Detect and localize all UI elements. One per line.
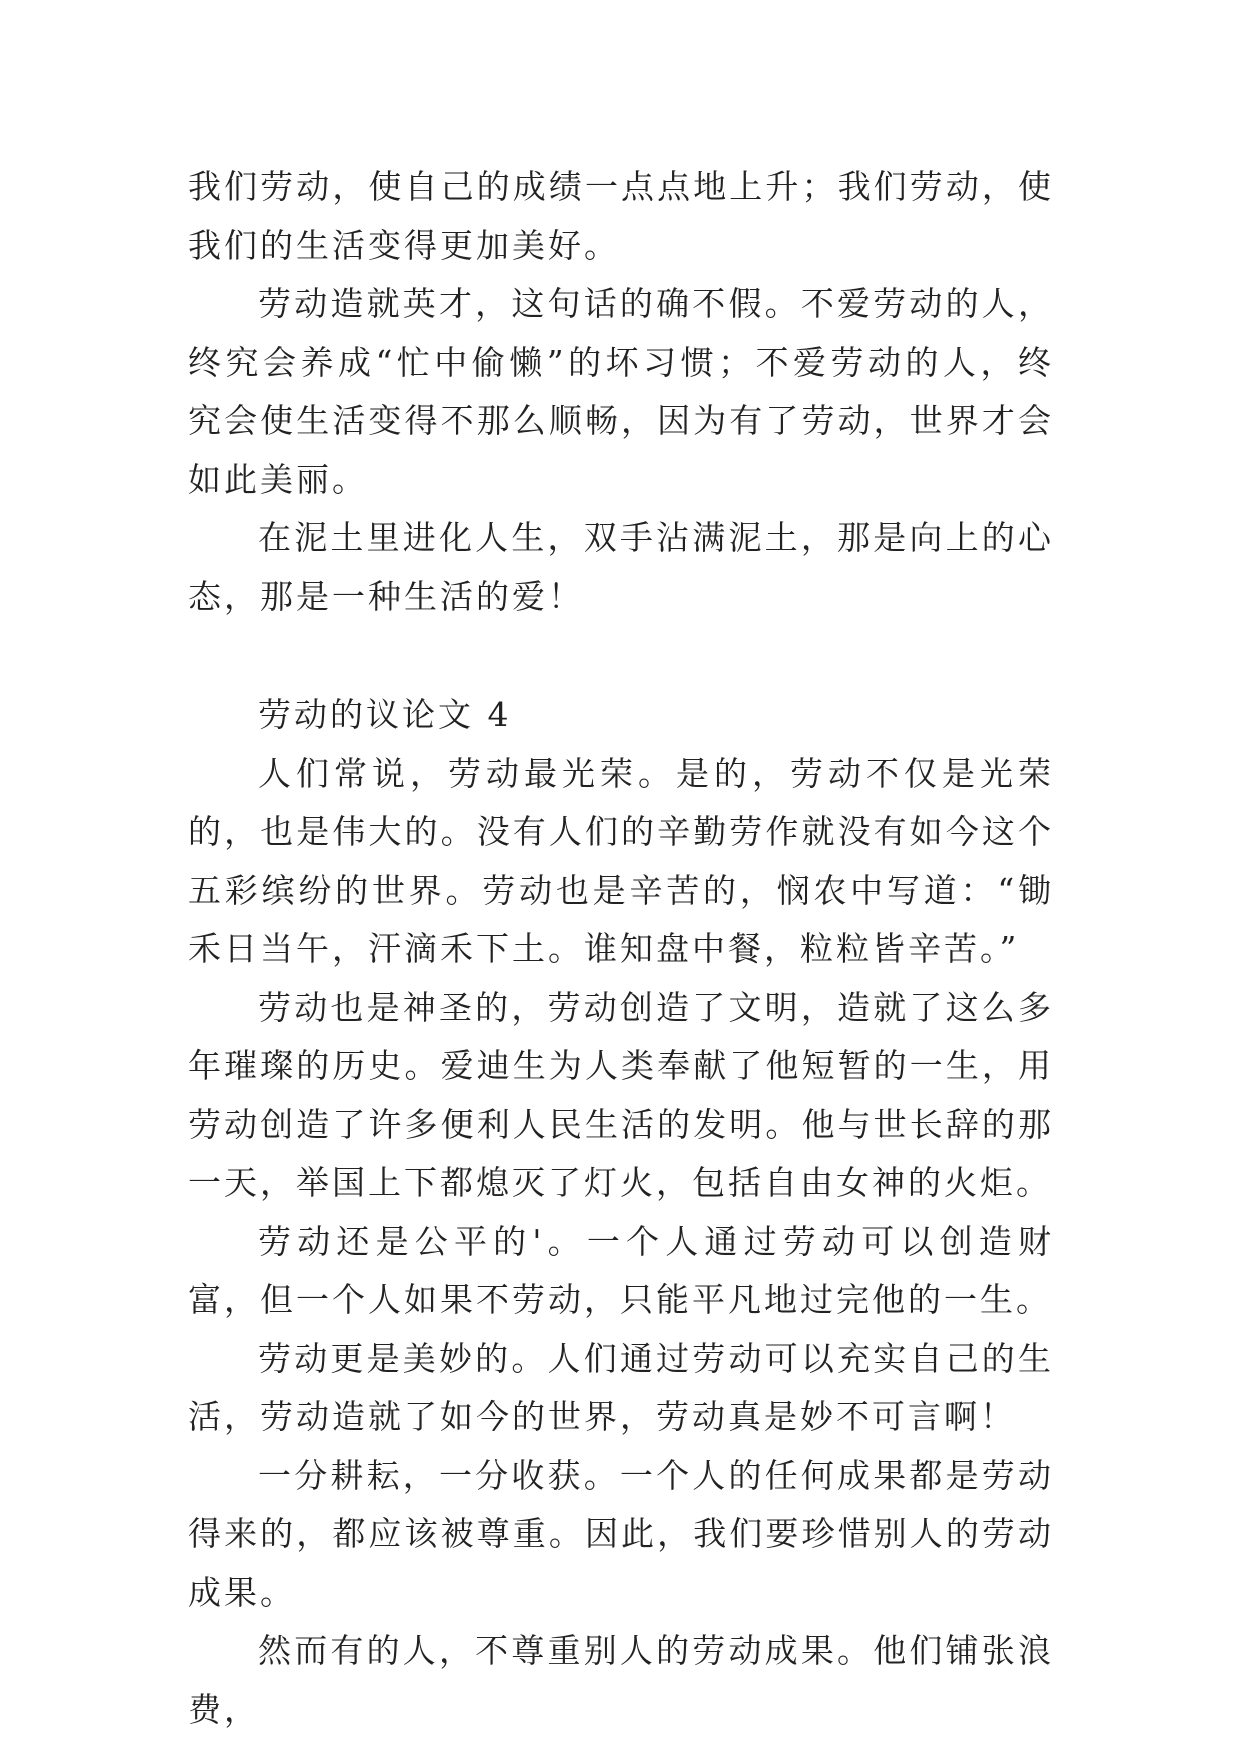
paragraph: 人们常说，劳动最光荣。是的，劳动不仅是光荣的，也是伟大的。没有人们的辛勤劳作就没有如今这个五彩缤纷的世界。劳动也是辛苦的，悯农中写道：“锄禾日当午，汗滴禾下土。谁知盘中餐，粒粒皆辛苦。” <box>188 753 1054 968</box>
paragraph-truncated: 然而有的人，不尊重别人的劳动成果。他们铺张浪费， <box>188 1631 1054 1729</box>
section-heading: 劳动的议论文 4 <box>258 695 512 734</box>
paragraph: 劳动更是美妙的。人们通过劳动可以充实自己的生活，劳动造就了如今的世界，劳动真是妙不可言啊！ <box>188 1338 1054 1436</box>
paragraph: 一分耕耘，一分收获。一个人的任何成果都是劳动得来的，都应该被尊重。因此，我们要珍惜别人的劳动成果。 <box>188 1455 1054 1612</box>
paragraph: 劳动造就英才，这句话的确不假。不爱劳动的人，终究会养成“忙中偷懒”的坏习惯；不爱劳动的人，终究会使生活变得不那么顺畅，因为有了劳动，世界才会如此美丽。 <box>188 284 1054 499</box>
document-page <box>188 158 1054 1739</box>
paragraph-continued: 我们劳动，使自己的成绩一点点地上升；我们劳动，使我们的生活变得更加美好。 <box>188 167 1054 265</box>
paragraph: 在泥土里进化人生，双手沾满泥土，那是向上的心态，那是一种生活的爱！ <box>188 518 1054 616</box>
paragraph: 劳动也是神圣的，劳动创造了文明，造就了这么多年璀璨的历史。爱迪生为人类奉献了他短暂的一生，用劳动创造了许多便利人民生活的发明。他与世长辞的那一天，举国上下都熄灭了灯火，包括自由女神的火炬。 <box>188 987 1054 1202</box>
paragraph: 劳动还是公平的'。一个人通过劳动可以创造财富，但一个人如果不劳动，只能平凡地过完他的一生。 <box>188 1221 1054 1319</box>
